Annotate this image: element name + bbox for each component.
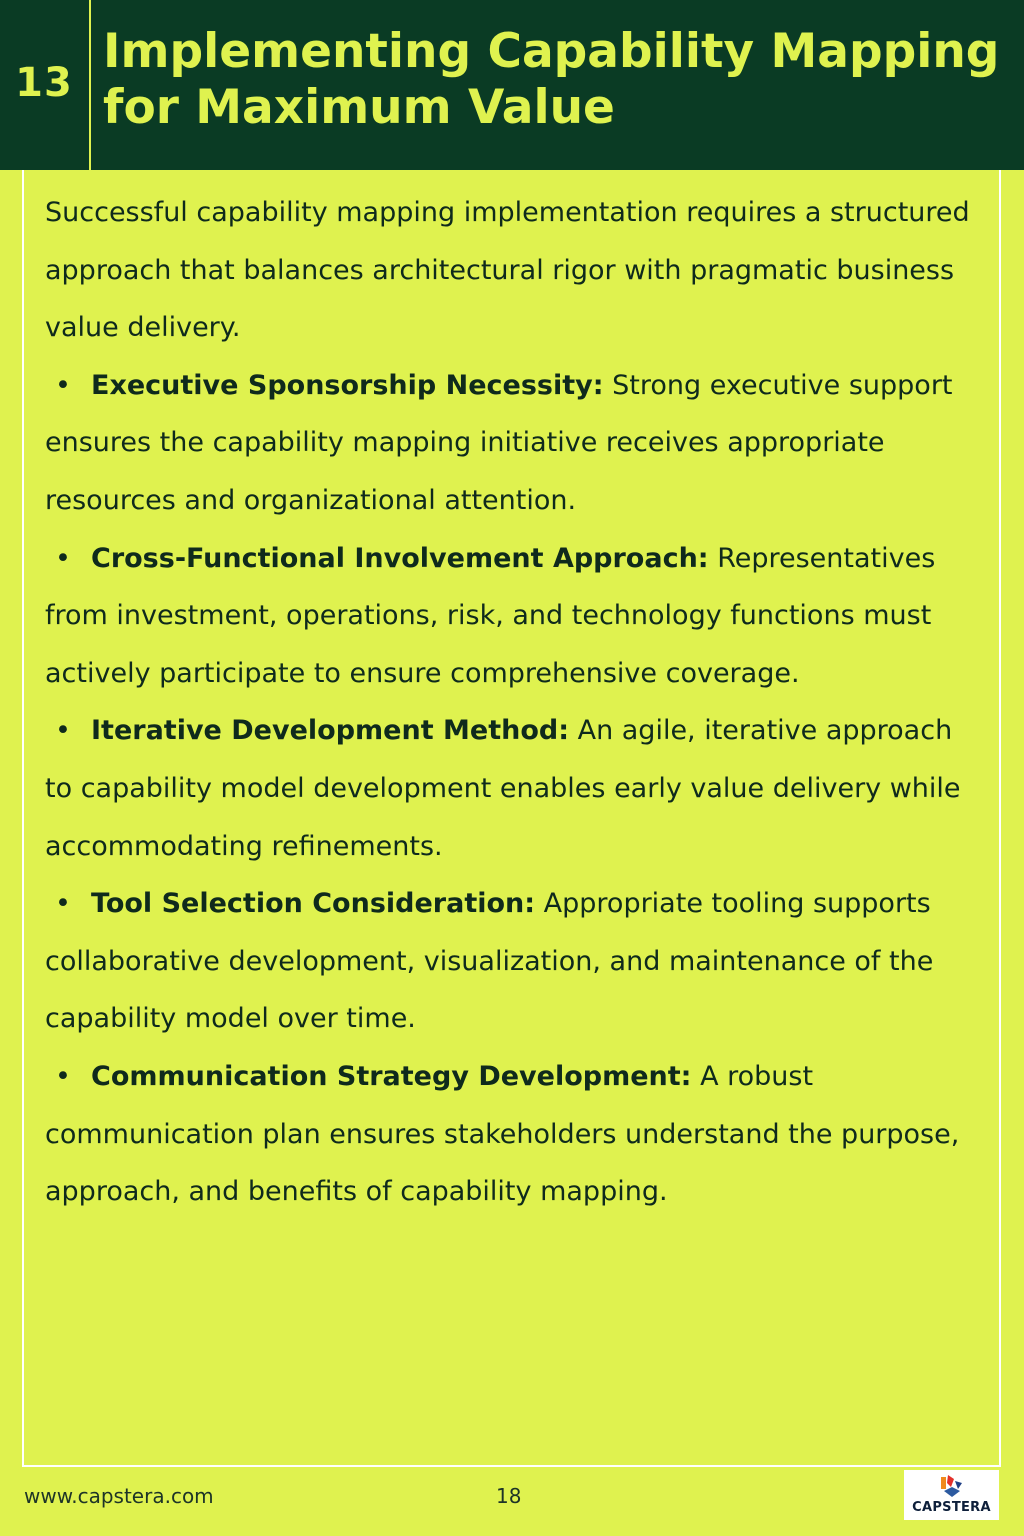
page-number: 18 [496, 1484, 522, 1508]
logo-mark-icon [938, 1473, 966, 1499]
footer-website-link[interactable]: www.capstera.com [24, 1484, 214, 1508]
bullet-term: Executive Sponsorship Necessity: [91, 369, 604, 401]
intro-paragraph: Successful capability mapping implementation requires a structured approach that balances architectural rigor with pragmatic business value delivery. [45, 197, 970, 344]
bullet-text: Representatives from investment, operations, risk, and technology functions must actively participate to ensure comprehensive coverage. [45, 542, 936, 689]
bullet-icon: • [55, 715, 71, 747]
section-number: 13 [15, 60, 73, 106]
capstera-logo [904, 1470, 999, 1520]
bullet-term: Communication Strategy Development: [91, 1060, 692, 1092]
bullet-text: A robust communication plan ensures stakeholders understand the purpose, approach, and benefits of capability mapping. [45, 1060, 960, 1208]
bullet-term: Tool Selection Consideration: [91, 888, 536, 920]
content-body [45, 184, 980, 1221]
title-line-1: Implementing Capability Mapping [103, 24, 1000, 79]
bullet-term: Cross-Functional Involvement Approach: [91, 542, 709, 574]
page-title [103, 24, 1003, 136]
bullet-executive-sponsorship [45, 357, 980, 530]
bullet-term: Iterative Development Method: [91, 715, 569, 747]
bullet-icon: • [55, 369, 71, 401]
bullet-cross-functional [45, 530, 980, 703]
bullet-text: An agile, iterative approach to capability model development enables early value delivery while accommodating refinements. [45, 715, 961, 862]
bullet-tool-selection [45, 875, 980, 1048]
title-line-2: for Maximum Value [103, 80, 615, 135]
header-divider [89, 0, 91, 170]
logo-text: CAPSTERA [912, 1500, 991, 1515]
page-header [0, 0, 1024, 170]
bullet-iterative-development [45, 702, 980, 875]
bullet-text: Appropriate tooling supports collaborative development, visualization, and maintenance of the capability model over time. [45, 888, 934, 1035]
bullet-icon: • [55, 542, 71, 574]
bullet-icon: • [55, 1060, 71, 1092]
bullet-communication-strategy [45, 1048, 980, 1221]
bullet-text: Strong executive support ensures the capability mapping initiative receives appropriate resources and organizational attention. [45, 369, 953, 516]
bullet-icon: • [55, 888, 71, 920]
